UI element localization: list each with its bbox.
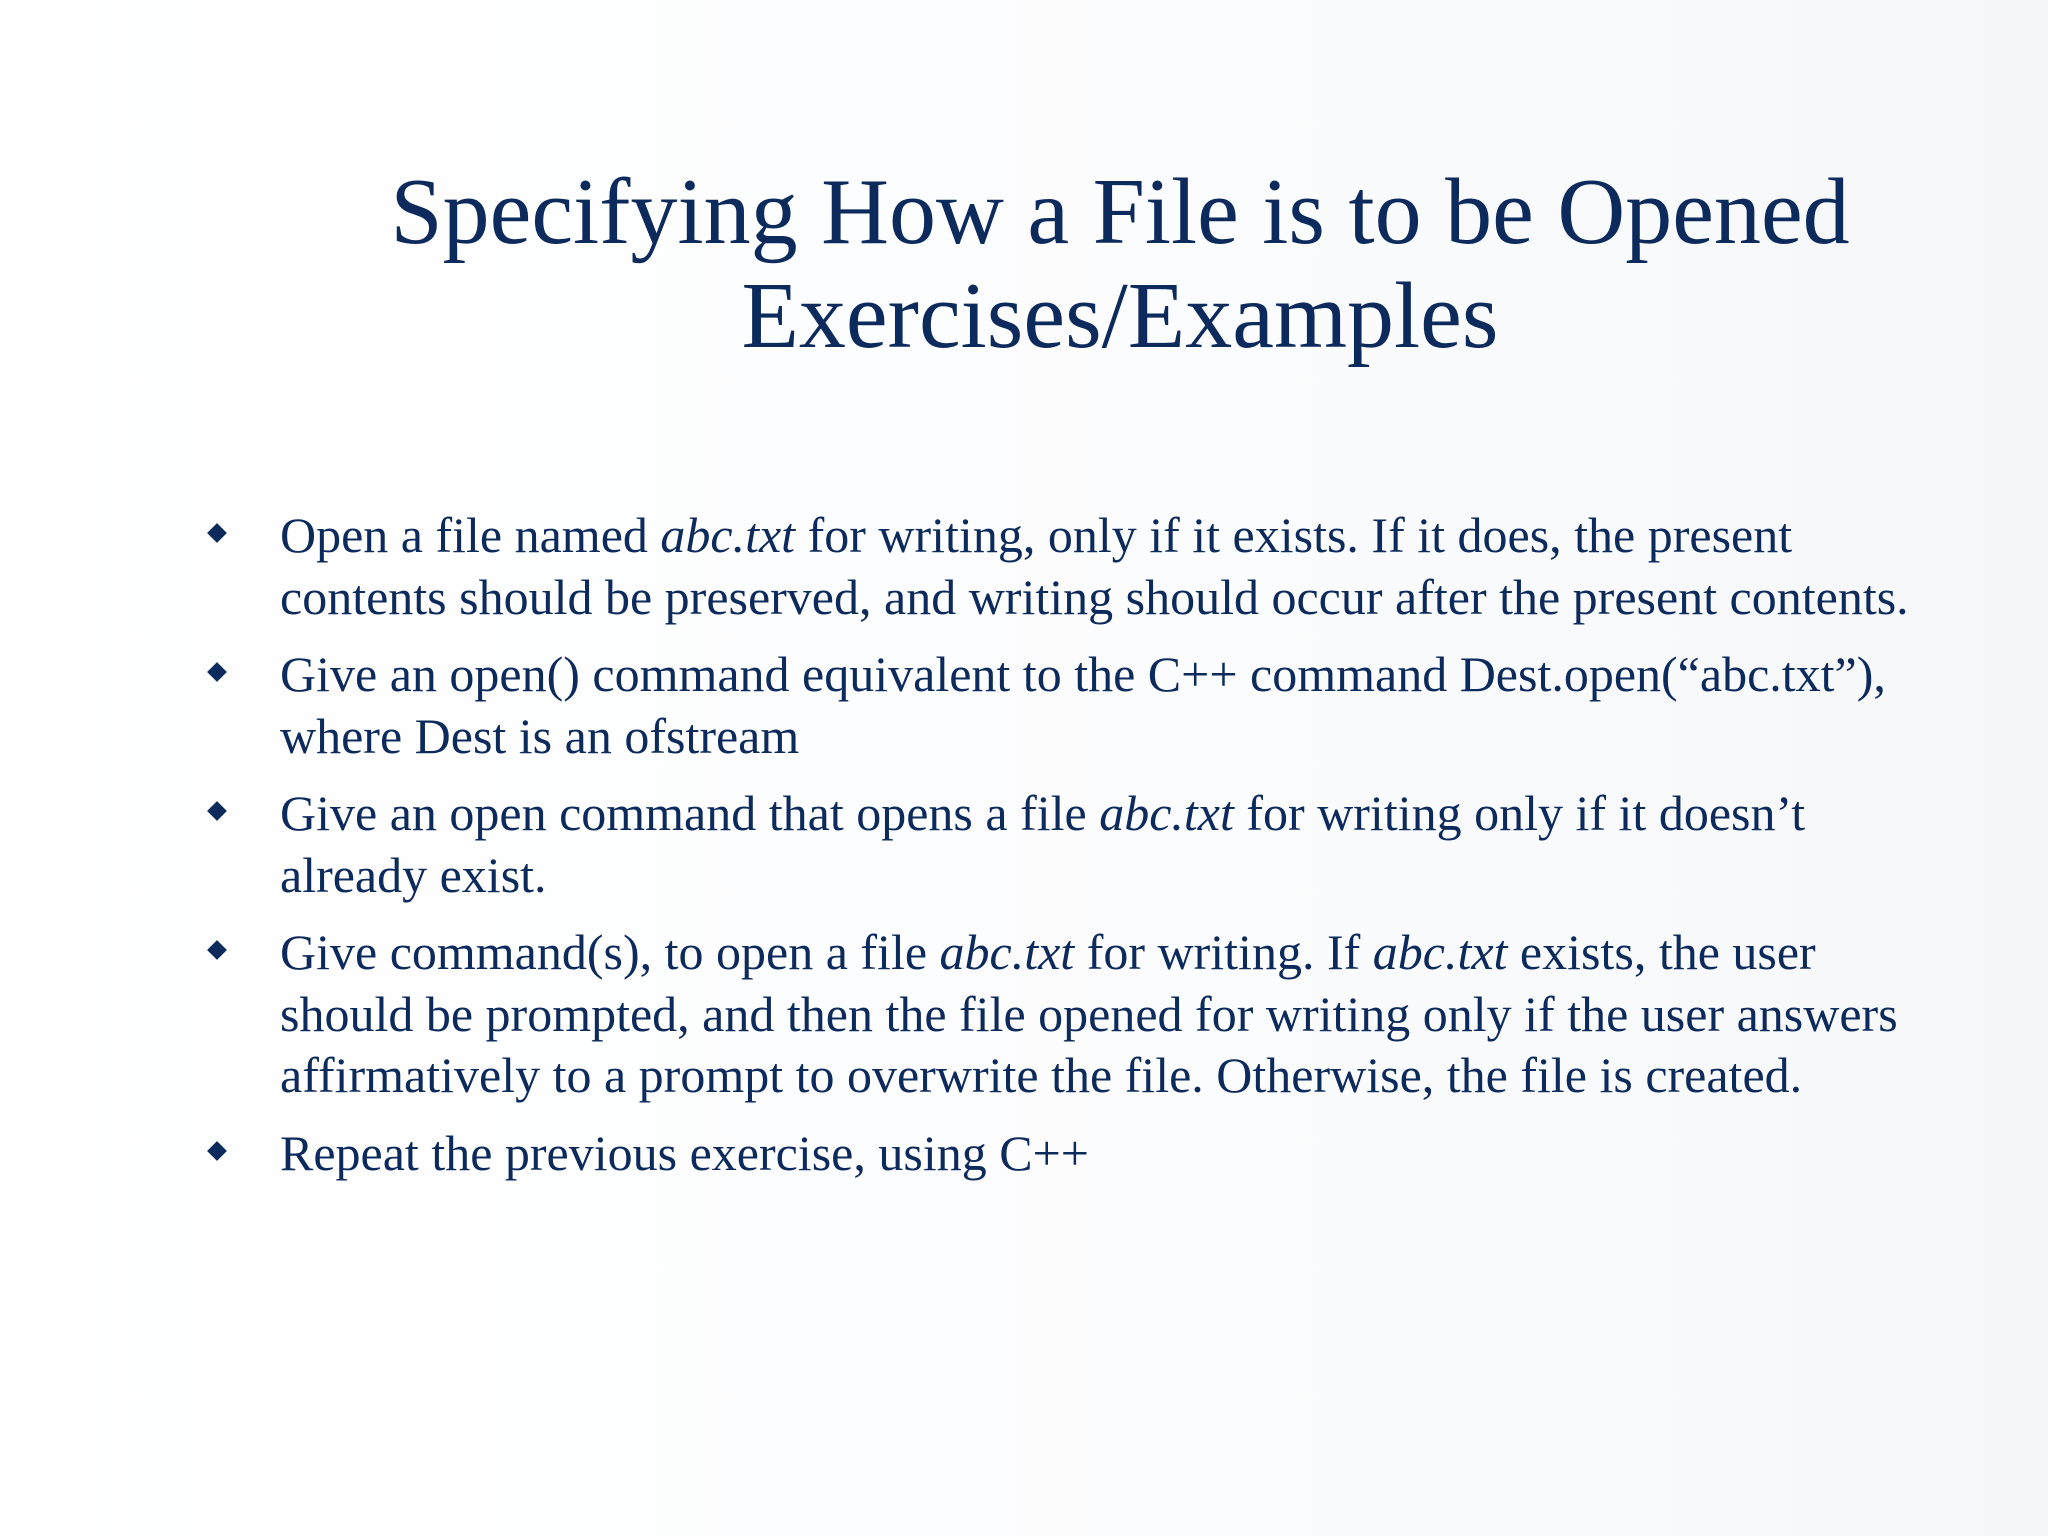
bullet-text-segment-italic: abc.txt bbox=[1099, 785, 1234, 841]
bullet-item bbox=[200, 1123, 1960, 1185]
bullet-text-segment: exists, the user should be prompted, and then the file opened for writing only if the user answers affirmatively to a prompt to overwrite the file. Otherwise, the file is created. bbox=[280, 924, 1898, 1103]
slide-title bbox=[300, 160, 1940, 368]
diamond-bullet-icon bbox=[207, 662, 227, 682]
bullet-text bbox=[280, 646, 1886, 764]
bullet-text bbox=[280, 507, 1909, 625]
diamond-bullet-icon bbox=[207, 940, 227, 960]
bullet-text-segment: for writing. If bbox=[1074, 924, 1373, 980]
slide-title-line-2: Exercises/Examples bbox=[741, 264, 1499, 368]
diamond-bullet-icon bbox=[207, 801, 227, 821]
bullet-text-segment: Repeat the previous exercise, using C++ bbox=[280, 1124, 1089, 1181]
bullet-item bbox=[200, 505, 1960, 628]
bullet-text-segment: Give command(s), to open a file bbox=[280, 924, 940, 980]
bullet-text-segment: Open a file named bbox=[280, 507, 661, 563]
bullet-item bbox=[200, 922, 1960, 1107]
bullet-text-segment: Give an open command that opens a file bbox=[280, 785, 1100, 841]
bullet-text bbox=[280, 924, 1898, 1103]
diamond-bullet-icon bbox=[207, 523, 227, 543]
bullet-item bbox=[200, 644, 1960, 767]
bullet-text bbox=[280, 1125, 1089, 1181]
bullet-text-segment-italic: abc.txt bbox=[660, 507, 796, 563]
bullet-text-segment: for writing only if it doesn’t already exist. bbox=[280, 785, 1806, 903]
bullet-item bbox=[200, 783, 1960, 906]
bullet-text bbox=[280, 785, 1805, 903]
diamond-bullet-icon bbox=[207, 1141, 227, 1161]
bullet-text-segment: for writing, only if it exists. If it does, the present contents should be preserved, and writing should occur after the present contents. bbox=[280, 507, 1909, 625]
bullet-text-segment-italic: abc.txt bbox=[939, 924, 1075, 980]
slide-title-line-1: Specifying How a File is to be Opened bbox=[390, 160, 1850, 264]
bullet-list bbox=[200, 505, 1960, 1200]
bullet-text-segment-italic: abc.txt bbox=[1372, 924, 1508, 980]
bullet-text-segment: Give an open() command equivalent to the C++ command Dest.open(“abc.txt”), where Dest is an ofstream bbox=[280, 646, 1886, 764]
